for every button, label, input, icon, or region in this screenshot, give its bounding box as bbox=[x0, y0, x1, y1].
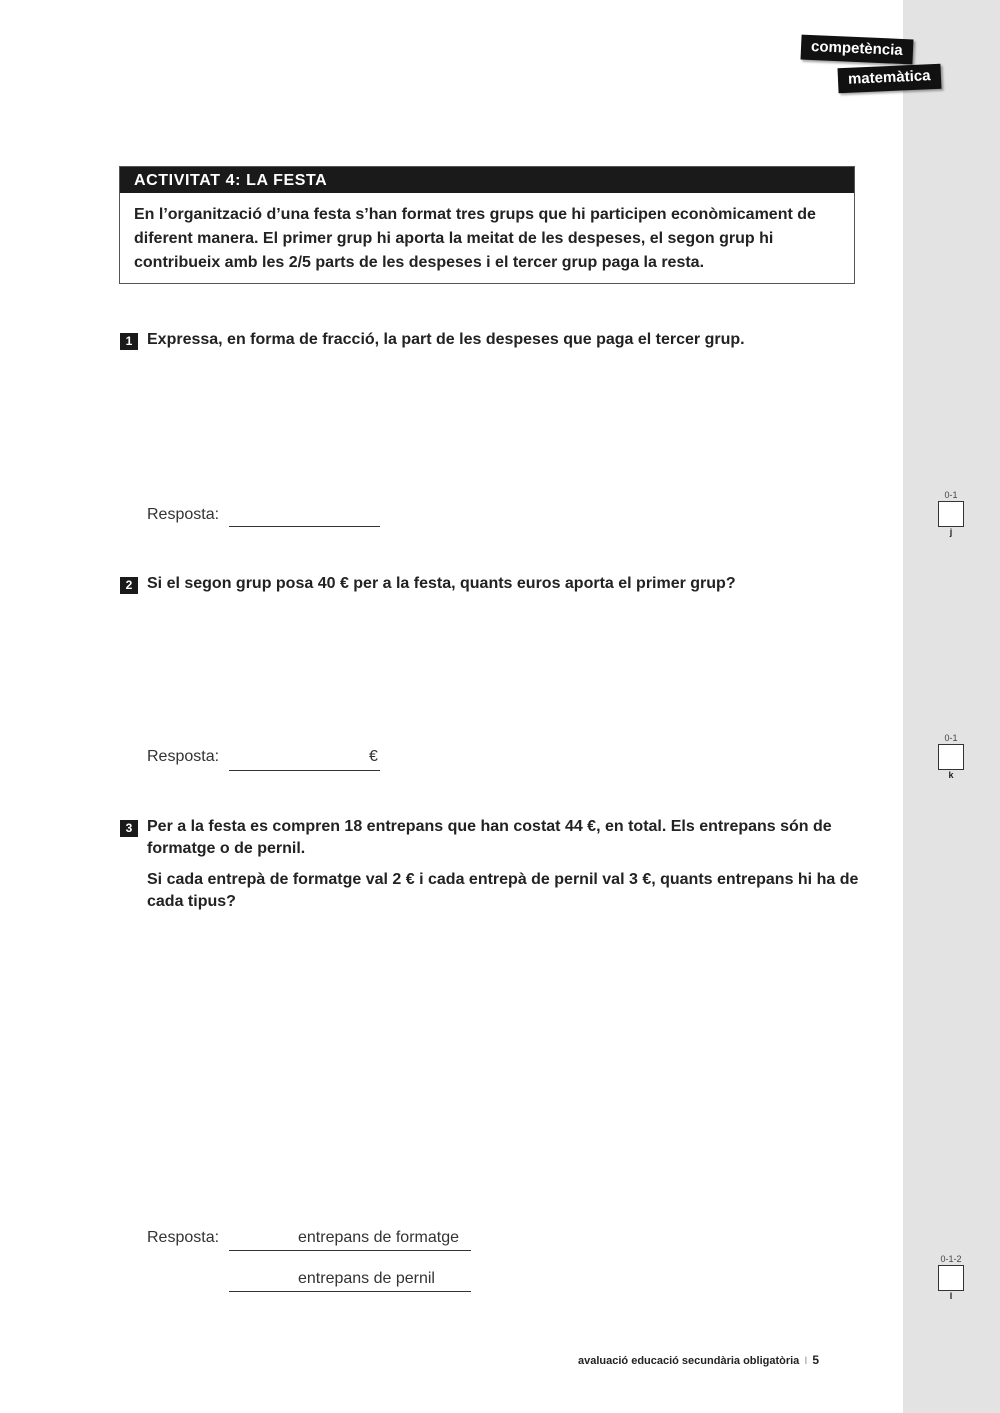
question-3-answer-line-ham[interactable] bbox=[229, 1291, 471, 1292]
margin-strip bbox=[903, 0, 1000, 1413]
page-footer bbox=[578, 1353, 819, 1367]
question-3-answer-line-cheese[interactable] bbox=[229, 1250, 471, 1251]
score-box-k bbox=[938, 732, 964, 781]
question-2-answer-line[interactable] bbox=[229, 770, 380, 771]
score-letter: k bbox=[948, 770, 954, 780]
question-3-text bbox=[147, 816, 862, 913]
activity-box bbox=[119, 166, 855, 284]
page-number: 5 bbox=[812, 1353, 820, 1367]
question-3-answer-label: Resposta: bbox=[147, 1229, 220, 1246]
question-1-answer-line[interactable] bbox=[229, 526, 380, 527]
cheese-sandwiches-label: entrepans de formatge bbox=[298, 1229, 459, 1246]
score-checkbox[interactable] bbox=[938, 1265, 964, 1291]
question-1-statement: Expressa, en forma de fracció, la part de les despeses que paga el tercer grup. bbox=[147, 331, 745, 348]
activity-title: ACTIVITAT 4: LA FESTA bbox=[120, 167, 854, 193]
score-range: 0-1 bbox=[944, 490, 958, 500]
matematica-tag: matemàtica bbox=[838, 64, 942, 93]
score-letter: j bbox=[949, 527, 953, 537]
question-2-text bbox=[147, 573, 862, 595]
footer-separator: I bbox=[804, 1355, 808, 1367]
score-box-j bbox=[938, 489, 964, 538]
footer-text: avaluació educació secundària obligatòria bbox=[578, 1355, 800, 1367]
ham-sandwiches-label: entrepans de pernil bbox=[298, 1270, 435, 1287]
score-range: 0-1 bbox=[944, 733, 958, 743]
euro-unit: € bbox=[369, 748, 378, 765]
question-2-statement: Si el segon grup posa 40 € per a la festa, quants euros aporta el primer grup? bbox=[147, 575, 736, 592]
score-letter: l bbox=[949, 1291, 953, 1301]
score-checkbox[interactable] bbox=[938, 501, 964, 527]
competencia-tag: competència bbox=[801, 35, 914, 65]
question-3-question: Si cada entrepà de formatge val 2 € i cada entrepà de pernil val 3 €, quants entrepans hi ha de cada tipus? bbox=[147, 871, 859, 910]
question-1-text bbox=[147, 329, 862, 351]
question-3-statement: Per a la festa es compren 18 entrepans que han costat 44 €, en total. Els entrepans són de formatge o de pernil. bbox=[147, 818, 832, 857]
score-range: 0-1-2 bbox=[940, 1254, 962, 1264]
question-3-number: 3 bbox=[120, 820, 138, 837]
question-1-number: 1 bbox=[120, 333, 138, 350]
question-2-number: 2 bbox=[120, 577, 138, 594]
activity-intro: En l’organització d’una festa s’han format tres grups que hi participen econòmicament de diferent manera. El primer grup hi aporta la meitat de les despeses, el segon grup hi contribueix amb les 2/5 parts de les despeses i el tercer grup paga la resta. bbox=[134, 206, 816, 271]
score-checkbox[interactable] bbox=[938, 744, 964, 770]
question-1-answer-label: Resposta: bbox=[147, 506, 220, 523]
score-box-l bbox=[938, 1253, 964, 1302]
question-2-answer-label: Resposta: bbox=[147, 748, 220, 765]
